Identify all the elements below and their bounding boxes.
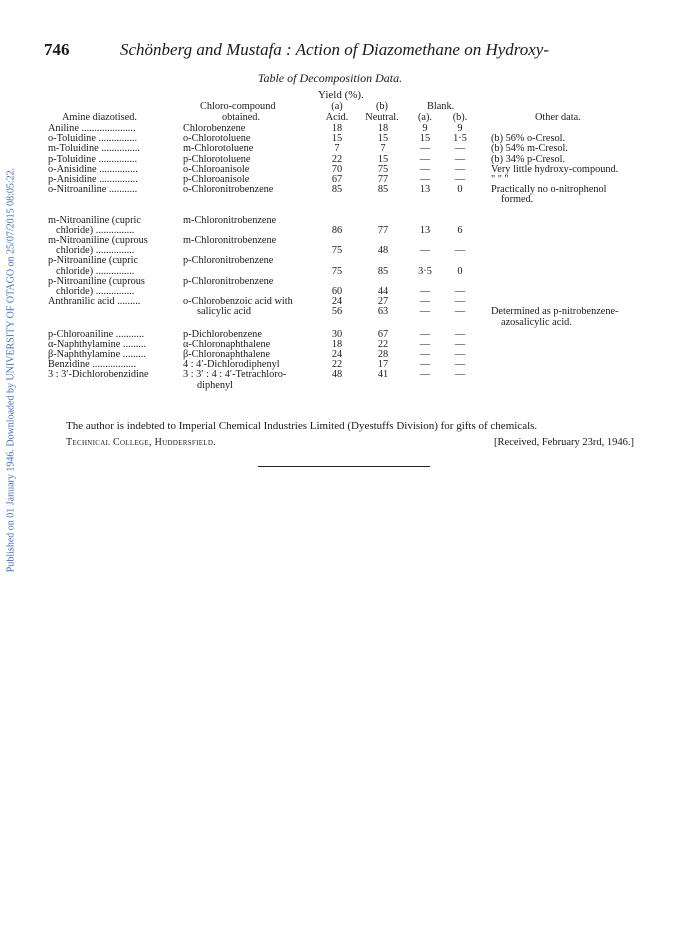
acid-yield-cell: 22: [331, 359, 343, 371]
amine-cell: p-Nitroaniline (cuprous: [48, 275, 145, 287]
neutral-yield-cell: 77: [377, 224, 389, 236]
acid-yield-cell: 18: [331, 338, 343, 350]
blank-b-cell: —: [454, 338, 466, 350]
chloro-compound-cell: diphenyl: [197, 379, 234, 391]
chloro-compound-cell: p-Chlorotoluene: [183, 153, 251, 165]
chloro-compound-cell: p-Chloronitrobenzene: [183, 255, 274, 267]
amine-cell: p-Chloroaniline ...........: [48, 328, 145, 340]
chloro-compound-cell: m-Chloronitrobenzene: [183, 214, 277, 226]
chloro-compound-cell: salicylic acid: [197, 306, 252, 318]
chloro-compound-cell: Chlorobenzene: [183, 123, 246, 134]
acid-yield-cell: 24: [331, 296, 343, 308]
blank-a-cell: —: [419, 286, 431, 297]
neutral-yield-cell: 7: [380, 143, 386, 155]
acid-yield-cell: 7: [334, 143, 340, 155]
blank-b-cell: 9: [457, 123, 463, 134]
acid-yield-cell: 60: [331, 286, 343, 297]
blank-a-cell: 3·5: [418, 265, 432, 277]
blank-b-cell: —: [454, 174, 466, 185]
amine-cell: Aniline .....................: [48, 123, 136, 134]
amine-cell: chloride) ...............: [56, 286, 135, 297]
blank-a-cell: 15: [419, 133, 431, 145]
blank-b-cell: —: [454, 143, 466, 155]
page-number: 746: [44, 40, 70, 59]
col-header-chloro-line1: Chloro-compound: [200, 101, 276, 112]
blank-b-cell: 1·5: [453, 133, 467, 145]
acid-yield-cell: 70: [331, 163, 343, 175]
neutral-yield-cell: 44: [377, 286, 389, 297]
blank-b-cell: —: [454, 306, 466, 318]
blank-b-cell: —: [454, 163, 466, 175]
neutral-yield-cell: 48: [377, 245, 389, 257]
neutral-yield-cell: 77: [377, 174, 389, 185]
chloro-compound-cell: m-Chlorotoluene: [183, 143, 254, 155]
blank-a-cell: 13: [419, 184, 431, 196]
acknowledgement: The author is indebted to Imperial Chemical Industries Limited (Dyestuffs Division) for gifts of chemicals.: [66, 420, 538, 432]
col-header-blank-a: (a).: [417, 112, 432, 123]
blank-a-cell: —: [419, 349, 431, 360]
acid-yield-cell: 24: [331, 349, 343, 360]
other-data-cell: azosalicylic acid.: [501, 316, 572, 328]
chloro-compound-cell: 4 : 4′-Dichlorodiphenyl: [183, 359, 280, 371]
chloro-compound-cell: β-Chloronaphthalene: [183, 349, 271, 360]
col-header-blank: Blank.: [427, 101, 455, 112]
other-data-cell: Determined as p-nitrobenzene-: [491, 306, 619, 318]
chloro-compound-cell: o-Chlorotoluene: [183, 133, 251, 145]
amine-cell: o-Anisidine ...............: [48, 163, 138, 175]
blank-a-cell: —: [419, 153, 431, 165]
amine-cell: p-Nitroaniline (cupric: [48, 255, 139, 267]
download-watermark-text: Published on 01 January 1946. Downloaded by UNIVERSITY OF OTAGO on 25/07/2015 08:05:22.: [5, 167, 17, 573]
blank-b-cell: —: [454, 359, 466, 371]
chloro-compound-cell: p-Chloroanisole: [183, 174, 250, 185]
other-data-cell: (b) 54% m-Cresol.: [491, 143, 568, 155]
amine-cell: chloride) ...............: [56, 224, 135, 236]
neutral-yield-cell: 15: [377, 133, 389, 145]
running-head: Schönberg and Mustafa : Action of Diazomethane on Hydroxy-: [120, 40, 550, 59]
chloro-compound-cell: o-Chloronitrobenzene: [183, 184, 274, 196]
amine-cell: m-Nitroaniline (cupric: [48, 214, 141, 226]
end-rule: [258, 466, 430, 467]
col-header-blank-b: (b).: [452, 112, 468, 123]
col-header-chloro-line2: obtained.: [222, 112, 261, 123]
other-data-cell: Practically no o-nitrophenol: [491, 184, 607, 196]
acid-yield-cell: 56: [331, 306, 343, 318]
amine-cell: m-Toluidine ...............: [48, 143, 140, 155]
acid-yield-cell: 75: [331, 265, 343, 277]
author-address: Technical College, Huddersfield.: [66, 437, 217, 448]
blank-b-cell: —: [454, 328, 466, 340]
amine-cell: o-Toluidine ...............: [48, 133, 138, 145]
neutral-yield-cell: 22: [377, 338, 389, 350]
chloro-compound-cell: p-Chloronitrobenzene: [183, 275, 274, 287]
amine-cell: p-Toluidine ...............: [48, 153, 138, 165]
neutral-yield-cell: 41: [377, 369, 389, 381]
table-title: Table of Decomposition Data.: [257, 71, 403, 85]
blank-b-cell: 0: [457, 265, 463, 277]
amine-cell: 3 : 3′-Dichlorobenzidine: [48, 369, 149, 381]
blank-a-cell: 9: [422, 123, 428, 134]
acid-yield-cell: 86: [331, 224, 343, 236]
amine-cell: o-Nitroaniline ...........: [48, 184, 138, 196]
acid-yield-cell: 48: [331, 369, 343, 381]
blank-a-cell: —: [419, 359, 431, 371]
neutral-yield-cell: 67: [377, 328, 389, 340]
blank-b-cell: —: [454, 153, 466, 165]
other-data-cell: (b) 56% o-Cresol.: [491, 133, 566, 145]
blank-a-cell: —: [419, 174, 431, 185]
col-header-b-name: Neutral.: [365, 112, 399, 123]
col-header-b-label: (b): [375, 101, 388, 112]
acid-yield-cell: 67: [331, 174, 343, 185]
blank-b-cell: —: [454, 296, 466, 308]
neutral-yield-cell: 28: [377, 349, 389, 360]
neutral-yield-cell: 63: [377, 306, 389, 318]
acid-yield-cell: 18: [331, 123, 343, 134]
amine-cell: β-Naphthylamine .........: [48, 349, 146, 360]
col-header-a-label: (a): [331, 101, 343, 112]
other-data-cell: (b) 34% p-Cresol.: [491, 153, 566, 165]
blank-a-cell: —: [419, 296, 431, 308]
col-header-a-name: Acid.: [325, 112, 349, 123]
neutral-yield-cell: 85: [377, 184, 389, 196]
col-header-amine: Amine diazotised.: [62, 112, 137, 123]
acid-yield-cell: 75: [331, 245, 343, 257]
acid-yield-cell: 15: [331, 133, 343, 145]
amine-cell: chloride) ...............: [56, 245, 135, 257]
amine-cell: α-Naphthylamine .........: [48, 338, 147, 350]
col-header-other: Other data.: [535, 112, 581, 123]
neutral-yield-cell: 17: [377, 359, 389, 371]
download-watermark: [2, 150, 20, 590]
blank-a-cell: —: [419, 163, 431, 175]
other-data-cell: formed.: [501, 194, 534, 206]
amine-cell: Anthranilic acid .........: [48, 296, 141, 308]
amine-cell: Benzidine .................: [48, 359, 137, 371]
amine-cell: m-Nitroaniline (cuprous: [48, 235, 148, 246]
neutral-yield-cell: 85: [377, 265, 389, 277]
acid-yield-cell: 30: [331, 328, 343, 340]
blank-a-cell: —: [419, 328, 431, 340]
acid-yield-cell: 22: [331, 153, 343, 165]
chloro-compound-cell: o-Chloroanisole: [183, 163, 250, 175]
blank-a-cell: —: [419, 245, 431, 257]
amine-cell: chloride) ...............: [56, 265, 135, 277]
blank-b-cell: —: [454, 369, 466, 381]
neutral-yield-cell: 75: [377, 163, 389, 175]
blank-b-cell: 6: [457, 224, 463, 236]
acid-yield-cell: 85: [331, 184, 343, 196]
neutral-yield-cell: 15: [377, 153, 389, 165]
blank-b-cell: —: [454, 349, 466, 360]
blank-a-cell: —: [419, 369, 431, 381]
chloro-compound-cell: m-Chloronitrobenzene: [183, 235, 277, 246]
chloro-compound-cell: α-Chloronaphthalene: [183, 338, 271, 350]
blank-a-cell: 13: [419, 224, 431, 236]
blank-a-cell: —: [419, 306, 431, 318]
page-header: [44, 40, 644, 64]
chloro-compound-cell: 3 : 3′ : 4 : 4′-Tetrachloro-: [183, 369, 287, 381]
blank-b-cell: 0: [457, 184, 463, 196]
received-date: [Received, February 23rd, 1946.]: [494, 437, 634, 448]
blank-a-cell: —: [419, 338, 431, 350]
chloro-compound-cell: o-Chlorobenzoic acid with: [183, 296, 293, 308]
col-header-yield: Yield (%).: [318, 89, 364, 101]
amine-cell: p-Anisidine ...............: [48, 174, 138, 185]
blank-b-cell: —: [454, 245, 466, 257]
chloro-compound-cell: p-Dichlorobenzene: [183, 328, 262, 340]
blank-b-cell: —: [454, 286, 466, 297]
neutral-yield-cell: 27: [377, 296, 389, 308]
other-data-cell: Very little hydroxy-compound.: [491, 163, 619, 175]
other-data-cell: " " ": [491, 174, 509, 185]
neutral-yield-cell: 18: [377, 123, 389, 134]
blank-a-cell: —: [419, 143, 431, 155]
